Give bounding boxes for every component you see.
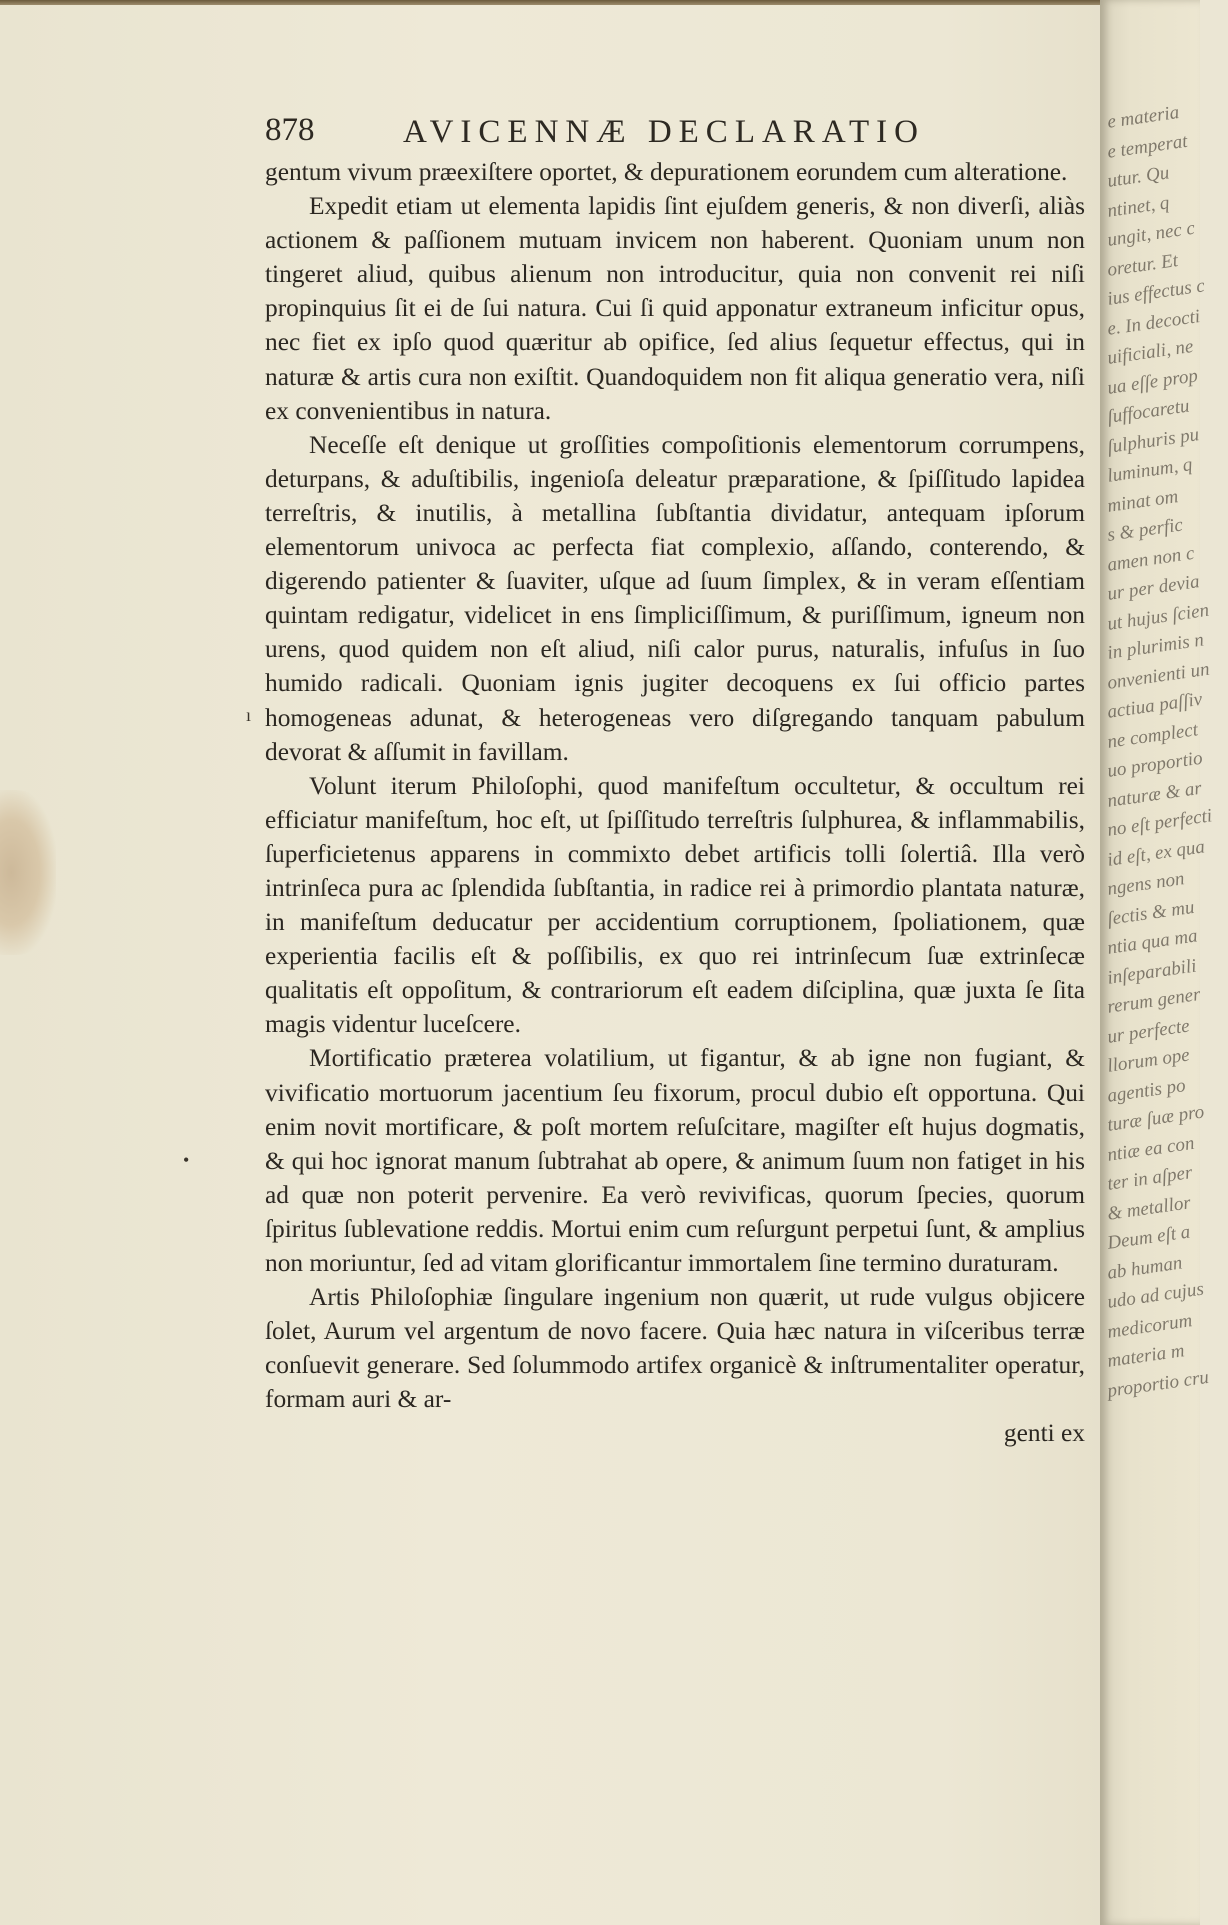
margin-fragment: materia m — [1106, 1340, 1186, 1372]
margin-fragment: ſectis & mu — [1106, 896, 1196, 930]
margin-fragment: id eſt, ex qua — [1106, 835, 1207, 871]
paragraph: Neceſſe eſt denique ut groſſities compoſitionis elementorum corrumpens, deturpans, & aduſtibilis, ingenioſa deleatur præparatione, & ſpiſſitudo lapidea terreſtris, & inutilis, à metallina ſubſtantia dividatur, antequam ipſorum elementorum univoca ac perfecta fiat complexio, aſſando, conterendo, & digerendo patienter & ſuaviter, uſque ad ſuum ſimplex, & in veram eſſentiam quintam redigatur, videlicet in ens ſimpliciſſimum, & puriſſimum, igneum non urens, quod quidem non eſt aliud, niſi calor purus, naturalis, infuſus in ſuo humido radicali. Quoniam ignis jugiter decoquens ex ſui officio partes homogeneas adunat, & heterogeneas vero diſgregando tanquam pabulum devorat & aſſumit in favillam. — [265, 430, 1085, 766]
margin-fragment: ſuffocaretu — [1106, 395, 1191, 428]
margin-fragment: llorum ope — [1106, 1044, 1191, 1077]
margin-fragment: ab human — [1106, 1251, 1184, 1284]
running-title: AVICENNÆ DECLARATIO — [403, 114, 925, 150]
margin-mark: ı — [246, 705, 252, 725]
margin-fragment: udo ad cujus — [1106, 1278, 1206, 1313]
margin-fragment: e temperat — [1106, 130, 1189, 163]
margin-fragment: turæ ſuæ pro — [1106, 1101, 1206, 1136]
paragraph-continuation: gentum vivum præexiſtere oportet, & depurationem eorundem cum alteratione. — [265, 158, 1068, 186]
paragraph: Expedit etiam ut elementa lapidis ſint ejuſdem generis, & non diverſi, aliàs actionem & paſſionem mutuam invicem non haberent. Quoniam unum non tingeret aliud, quibus alienum non introducitur, quia non convenit rei niſi propinquius ſit ei de ſui natura. Cui ſi quid apponatur extraneum inficitur opus, nec fiet ex ipſo quod quæritur ab opifice, ſed alius ſequetur effectus, qui in naturæ & artis cura non exiſtit. Quandoquidem non fit aliqua generatio vera, niſi ex convenientibus in natura. — [265, 192, 1085, 425]
margin-fragment: ngens non — [1106, 868, 1186, 900]
running-header — [265, 112, 1085, 156]
paper-stain — [0, 790, 56, 955]
margin-fragment: onvenienti un — [1106, 658, 1211, 694]
margin-fragment: inſeparabili — [1106, 955, 1198, 989]
margin-fragment: ntia qua ma — [1106, 925, 1199, 959]
margin-fragment: proportio cru — [1106, 1366, 1211, 1402]
margin-fragment: uificiali, ne — [1106, 335, 1195, 369]
catchword: genti ex — [1003, 1419, 1085, 1448]
paragraph: Artis Philoſophiæ ſingulare ingenium non quærit, ut rude vulgus objicere ſolet, Aurum vel argentum de novo facere. Quia hæc natura in viſceribus terræ conſuevit generare. Sed ſolummodo artifex organicè & inſtrumentaliter operatur, formam auri & ar- — [265, 1283, 1085, 1414]
margin-fragment: ut hujus ſcien — [1106, 599, 1211, 635]
margin-fragment: ntiæ ea con — [1106, 1132, 1196, 1166]
margin-mark: • — [183, 1150, 190, 1170]
margin-fragment: actiua paſſiv — [1106, 688, 1204, 723]
margin-fragment: amen non c — [1106, 542, 1196, 576]
page-number: 878 — [265, 112, 315, 148]
margin-fragment: s & perfic — [1106, 514, 1185, 546]
margin-fragment: ntinet, q — [1106, 191, 1171, 222]
margin-fragment: oretur. Et — [1106, 249, 1180, 281]
margin-fragment: no eſt perfecti — [1106, 805, 1214, 841]
body-text — [265, 155, 1085, 1451]
paragraph: Volunt iterum Philoſophi, quod manifeſtum occultetur, & occultum rei efficiatur manifeſtum, hoc eſt, ut ſpiſſitudo terreſtris ſulphurea, & inflammabilis, ſuperficietenus apparens in commixto debet artificis tolli ſolertiâ. Illa verò intrinſeca pura ac ſplendida ſubſtantia, in radice rei à primordio plantata naturæ, in manifeſtum deducatur per accidentium corruptionem, ſpoliationem, quæ experientia facilis eſt & poſſibilis, ex quo rei intrinſecum ſuæ extrinſecæ qualitatis eſt oppoſitum, & contrariorum eſt eadem diſciplina, quæ juxta ſe ſita magis videntur luceſcere. — [265, 771, 1085, 1039]
paragraph: Mortificatio præterea volatilium, ut figantur, & ab igne non fugiant, & vivificatio mortuorum jacentium ſeu fixorum, procul dubio eſt opportuna. Qui enim novit mortificare, & poſt mortem reſuſcitare, magiſter eſt hujus dogmatis, & qui hoc ignorat manum ſubtrahat ab opere, & animum ſuum non fatiget in his ad quæ non poterit pervenire. Ea verò revivificas, quorum ſpecies, quorum ſpiritus ſublevatione reddis. Mortui enim cum reſurgunt perpetui ſunt, & amplius non moriuntur, ſed ad vitam glorificantur immortalem ſine termino duraturam. — [265, 1044, 1085, 1277]
margin-fragment: ungit, nec c — [1106, 217, 1197, 251]
margin-fragment: ſulphuris pu — [1106, 423, 1201, 458]
margin-fragment: ne complect — [1106, 718, 1200, 753]
margin-fragment: e materia — [1106, 101, 1181, 133]
margin-fragment: minat om — [1106, 485, 1180, 517]
margin-fragment: agentis po — [1106, 1074, 1187, 1107]
margin-fragment: luminum, q — [1106, 454, 1194, 487]
margin-fragment: ua eſſe prop — [1106, 364, 1200, 399]
page-top-edge — [0, 0, 1108, 5]
margin-fragment: uo proportio — [1106, 747, 1204, 782]
margin-fragment: e. In decocti — [1106, 305, 1202, 340]
margin-fragment: rerum gener — [1106, 983, 1202, 1018]
margin-fragment: utur. Qu — [1106, 162, 1171, 192]
margin-fragment: ius effectus c — [1106, 275, 1207, 310]
margin-fragment: ter in aſper — [1106, 1162, 1194, 1195]
margin-fragment: in plurimis n — [1106, 629, 1206, 664]
margin-fragment: Deum eſt a — [1106, 1221, 1192, 1254]
margin-fragment: medicorum — [1106, 1309, 1194, 1343]
margin-fragment: naturæ & ar — [1106, 777, 1204, 812]
margin-fragment: ur perfecte — [1106, 1014, 1191, 1048]
margin-fragment: ur per devia — [1106, 571, 1201, 605]
margin-fragment: & metallor — [1106, 1191, 1193, 1225]
